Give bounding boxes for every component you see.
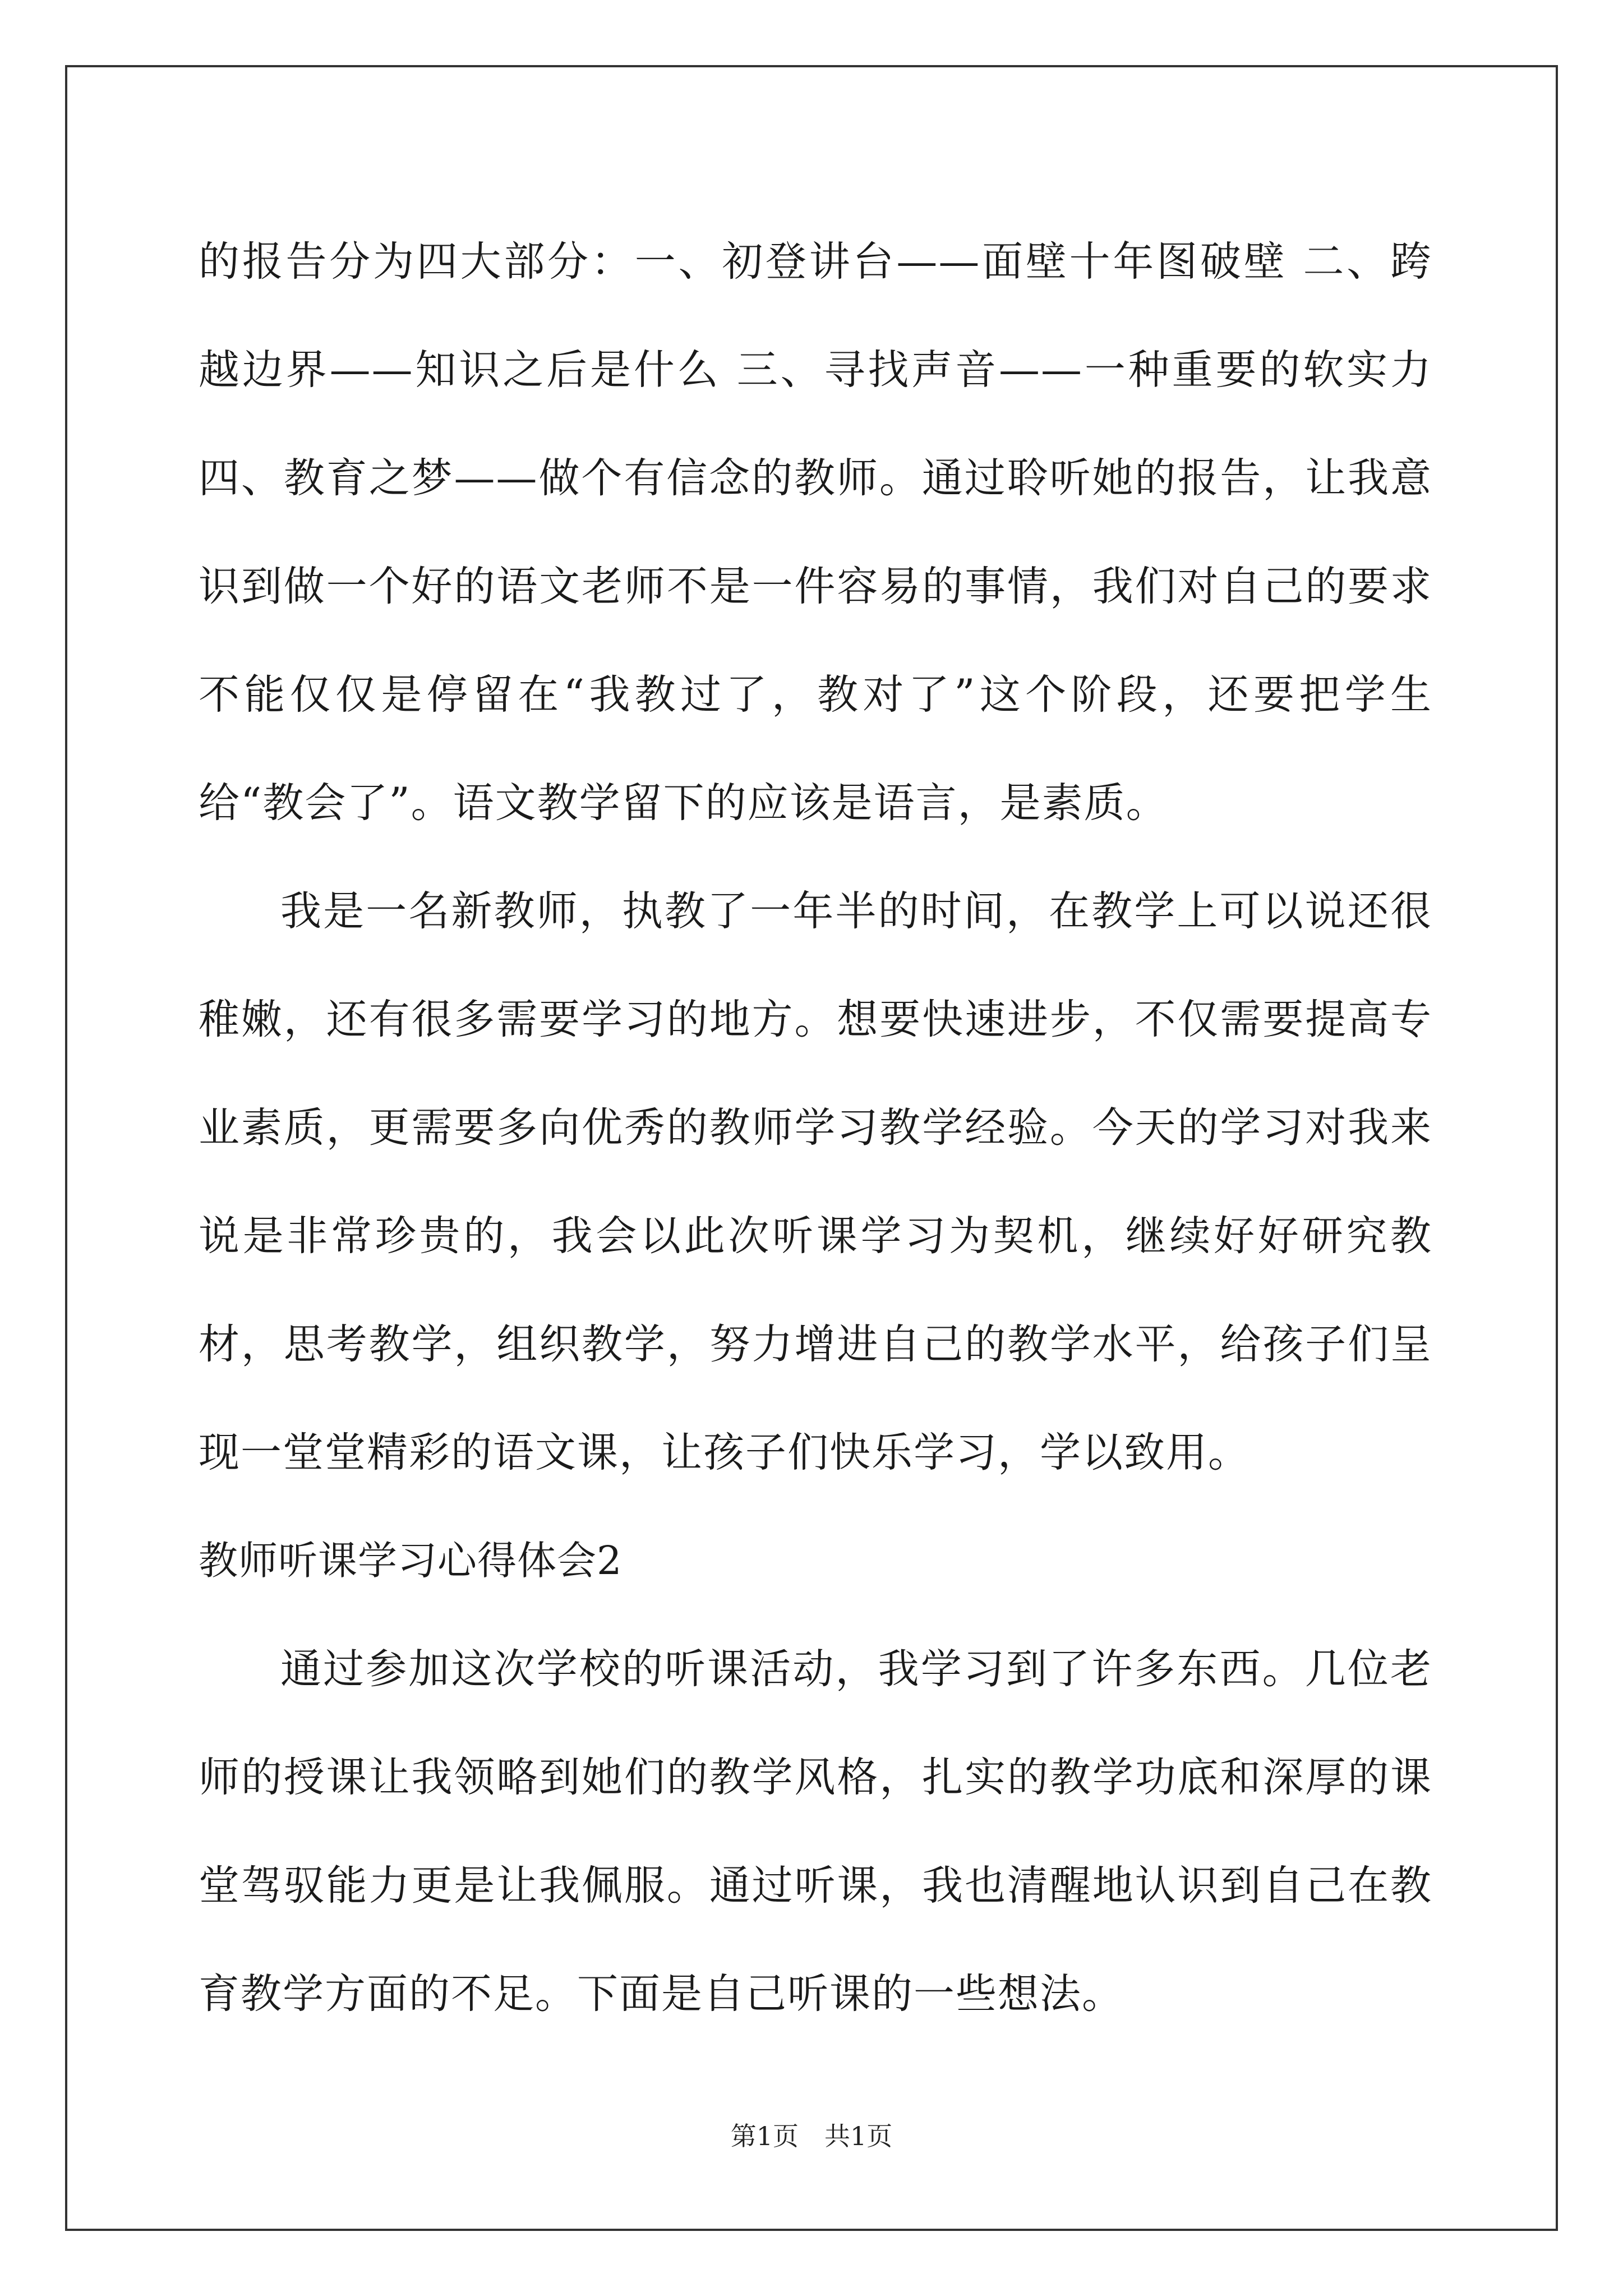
paragraph-1: 的报告分为四大部分：一、初登讲台——面壁十年图破壁 二、跨越边界——知识之后是什么 三、寻找声音——一种重要的软实力 四、教育之梦——做个有信念的教师。通过聆听她的报告，让我意识到做一个好的语文老师不是一件容易的事情，我们对自己的要求不能仅仅是停留在“我教过了，教对了”这个阶段，还要把学生给“教会了”。语文教学留下的应该是语言，是素质。 bbox=[199, 238, 1432, 827]
document-body bbox=[199, 208, 1432, 2048]
paragraph-2: 我是一名新教师，执教了一年半的时间，在教学上可以说还很稚嫩，还有很多需要学习的地方。想要快速进步，不仅需要提高专业素质，更需要多向优秀的教师学习教学经验。今天的学习对我来说是非常珍贵的，我会以此次听课学习为契机，继续好好研究教材，思考教学，组织教学，努力增进自己的教学水平，给孩子们呈现一堂堂精彩的语文课，让孩子们快乐学习，学以致用。 bbox=[199, 887, 1432, 1476]
page-number: 第1页 bbox=[730, 2121, 799, 2151]
section-heading: 教师听课学习心得体会2 bbox=[199, 1538, 623, 1584]
page-footer bbox=[0, 2119, 1623, 2153]
paragraph-3: 通过参加这次学校的听课活动，我学习到了许多东西。几位老师的授课让我领略到她们的教学风格，扎实的教学功底和深厚的课堂驾驭能力更是让我佩服。通过听课，我也清醒地认识到自己在教育教学方面的不足。下面是自己听课的一些想法。 bbox=[199, 1645, 1432, 2018]
page-total: 共1页 bbox=[824, 2121, 893, 2151]
